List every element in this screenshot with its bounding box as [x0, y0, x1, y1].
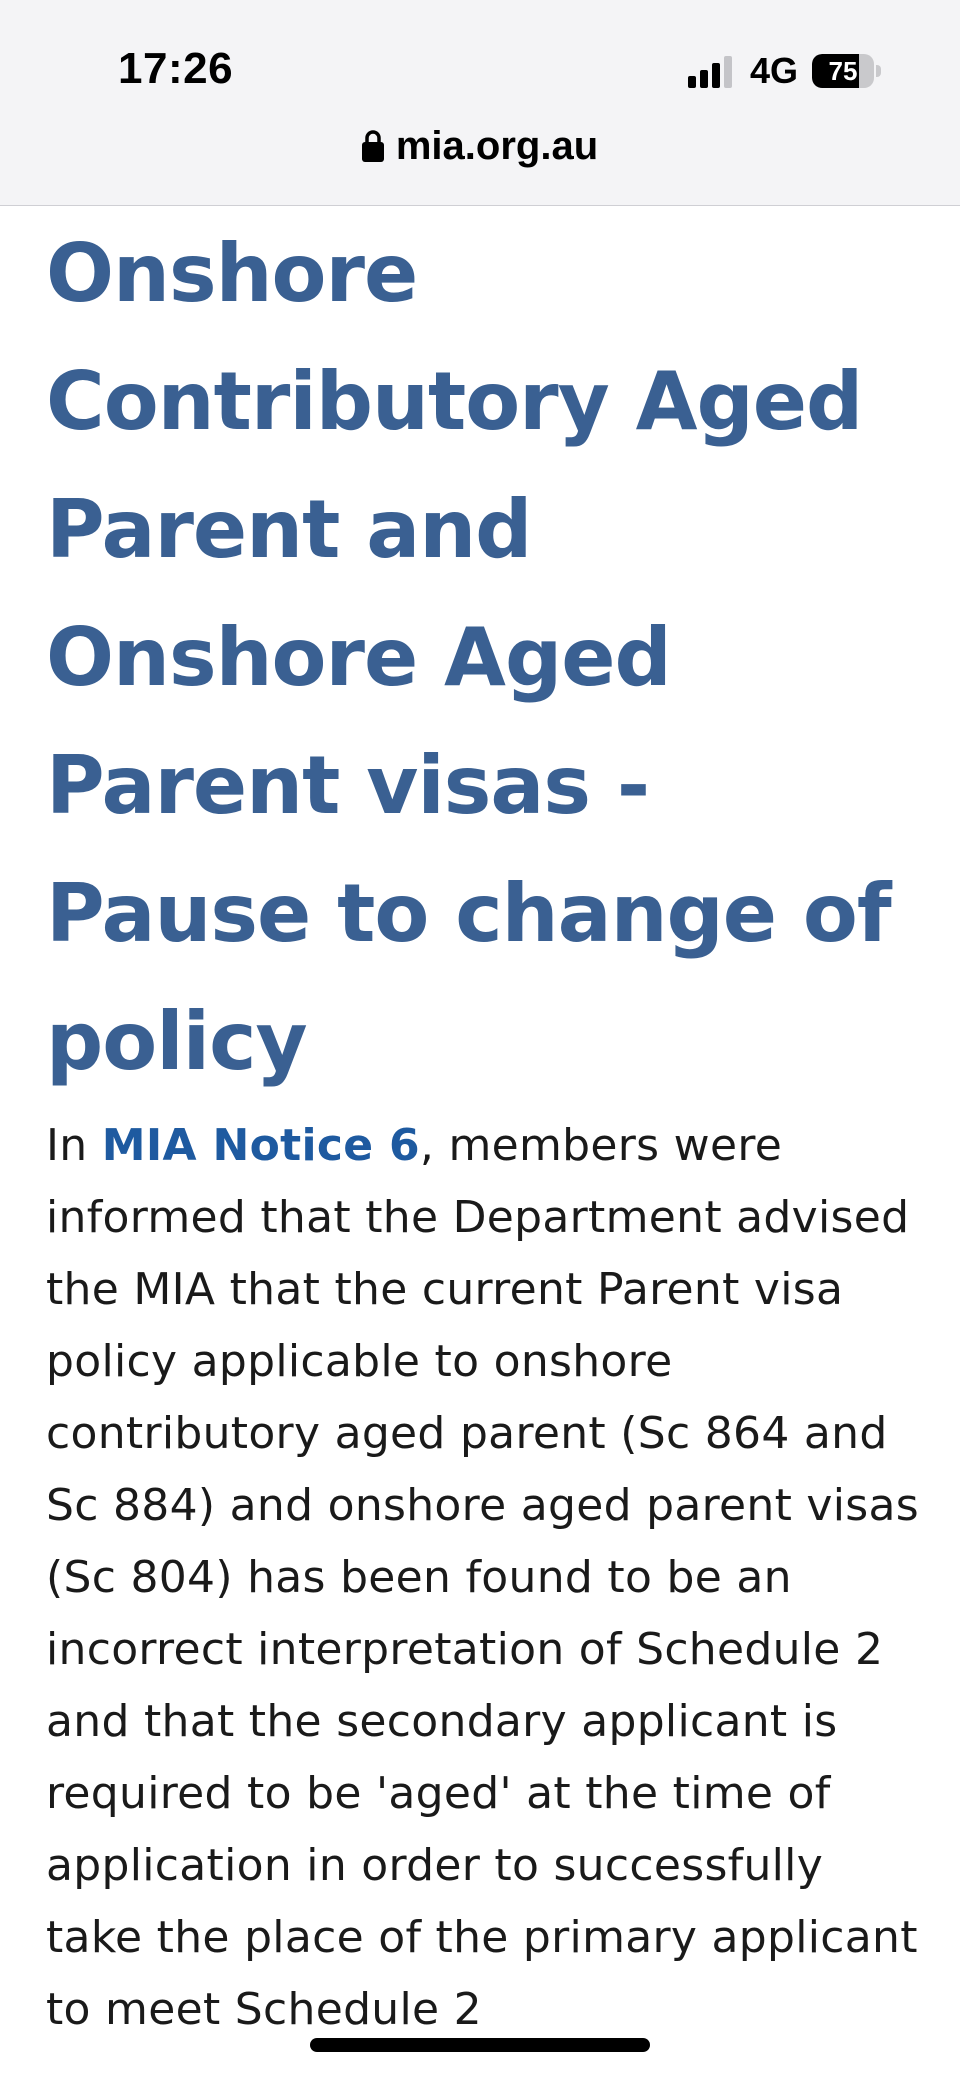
- status-bar: [0, 0, 960, 206]
- article-body: , members were informed that the Department advised the MIA that the current Parent visa policy applicable to onshore contributory aged parent (Sc 864 and Sc 884) and onshore aged parent visas (Sc 804) has been found to be an incorrect interpretation of Schedule 2 and that the secondary applicant is required to be 'aged' at the time of application in order to successfully take the place of the primary applicant to meet Schedule 2: [46, 1120, 919, 2035]
- lock-icon: [362, 129, 384, 163]
- page-title: Onshore Contributory Aged Parent and Onshore Aged Parent visas - Pause to change of policy: [46, 227, 891, 1088]
- intro-prefix: In: [46, 1120, 102, 1171]
- article-content: [46, 205, 926, 2046]
- url-text: mia.org.au: [395, 124, 599, 168]
- mia-notice-link[interactable]: MIA Notice 6: [101, 1120, 420, 1171]
- status-time: 17:26: [118, 44, 234, 93]
- cellular-signal-icon: [688, 56, 736, 88]
- url-bar[interactable]: [0, 124, 960, 169]
- battery-level: 75: [828, 56, 858, 86]
- home-indicator[interactable]: [310, 2038, 650, 2052]
- article-paragraph: [46, 1110, 926, 2046]
- network-type: 4G: [750, 50, 799, 91]
- battery-icon: [812, 54, 882, 88]
